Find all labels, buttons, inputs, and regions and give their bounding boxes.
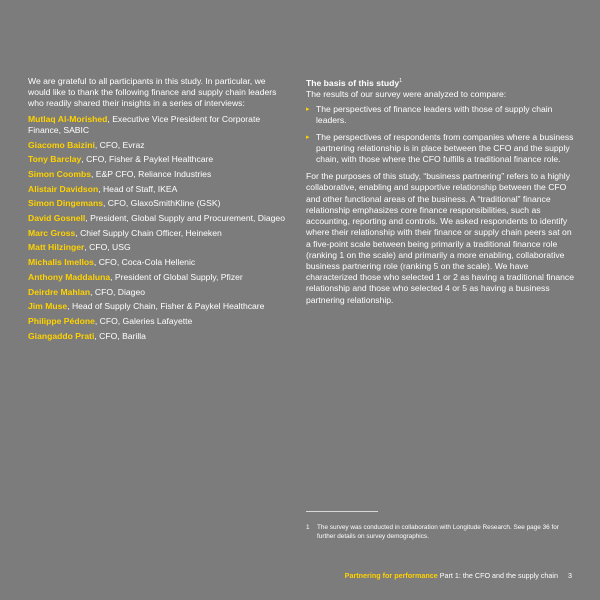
participant-name: Simon Coombs: [28, 168, 92, 179]
participant-role: , Executive Vice President for Corporate Finance, SABIC: [28, 113, 261, 135]
participant-item: [28, 140, 290, 151]
participant-name: Giangaddo Prati: [28, 330, 95, 341]
publication-title: Partnering for performance: [344, 571, 438, 580]
footnote-text: The survey was conducted in collaboration with Longitude Research. See page 36 for further details on survey demographics.: [317, 524, 559, 540]
participant-role: , E&P CFO, Reliance Industries: [91, 168, 212, 179]
footnote-number: 1: [306, 524, 310, 531]
participant-item: [28, 242, 290, 253]
participant-item: [28, 228, 290, 239]
participant-name: Michalis Imellos: [28, 257, 94, 268]
participant-item: [28, 331, 290, 342]
participant-role: , CFO, Barilla: [94, 330, 146, 341]
footnote-divider: [306, 511, 378, 512]
participant-role: , President of Global Supply, Pfizer: [110, 271, 243, 282]
participant-list: [28, 114, 290, 342]
participant-item: [28, 198, 290, 209]
comparison-item: [306, 132, 574, 166]
participant-name: Anthony Maddaluna: [28, 271, 111, 282]
participant-role: , Chief Supply Chain Officer, Heineken: [75, 227, 222, 238]
basis-subheading: The results of our survey were analyzed to compare:: [306, 89, 507, 100]
comparison-item-text: The perspectives of finance leaders with those of supply chain leaders.: [316, 104, 553, 126]
participant-role: , CFO, Galeries Lafayette: [94, 315, 193, 326]
participant-item: [28, 301, 290, 312]
participant-item: [28, 184, 290, 195]
participant-role: , CFO, GlaxoSmithKline (GSK): [102, 198, 221, 209]
participant-name: Mutlaq Al-Morished: [28, 113, 108, 124]
footnote-ref: 1: [399, 78, 403, 84]
basis-heading: [306, 76, 574, 89]
comparison-list: [306, 104, 574, 165]
comparison-item: [306, 104, 574, 126]
participant-name: Giacomo Baizini: [28, 139, 95, 150]
participant-role: , CFO, Evraz: [94, 139, 145, 150]
participant-item: [28, 257, 290, 268]
participant-role: , CFO, Fisher & Paykel Healthcare: [81, 154, 214, 165]
study-basis-column: [306, 76, 574, 306]
participant-role: , CFO, Diageo: [90, 286, 146, 297]
participant-name: Jim Muse: [28, 301, 68, 312]
acknowledgements-column: [28, 76, 290, 345]
participant-item: [28, 213, 290, 224]
arrow-bullet-icon: ▸: [306, 133, 310, 141]
participant-name: Simon Dingemans: [28, 198, 103, 209]
participant-role: , Head of Staff, IKEA: [98, 183, 178, 194]
arrow-bullet-icon: ▸: [306, 106, 310, 114]
participant-name: Alistair Davidson: [28, 183, 99, 194]
participant-role: , CFO, Coca-Cola Hellenic: [93, 257, 196, 268]
definition-paragraph: For the purposes of this study, “business partnering” refers to a highly collaborative, enabling and supportive relationship between the CFO and other functional areas of the business. A “traditional” finance relationship emphasizes core finance responsibilities, such as accounting, reporting and controls. We asked respondents to identify where their relationship with their finance or supply chain peers sat on a five-point scale between being primarily a traditional finance role (ranking 1 on the scale) and primarily a more enabling, collaborative business partnering role (ranking 5 on the scale). We have characterized those who selected 1 or 2 as having a traditional finance relationship and those who selected 4 or 5 as having a business partnering relationship.: [306, 171, 575, 305]
participant-name: Tony Barclay: [28, 154, 82, 165]
participant-item: [28, 114, 290, 136]
participant-name: Deirdre Mahlan: [28, 286, 91, 297]
participant-role: , Head of Supply Chain, Fisher & Paykel Healthcare: [67, 301, 265, 312]
comparison-item-text: The perspectives of respondents from companies where a business partnering relationship is in place between the CFO and the supply chain, with those where the CFO fulfills a traditional finance role.: [316, 131, 574, 165]
participant-name: David Gosnell: [28, 213, 86, 224]
footnote: [306, 523, 568, 541]
participant-name: Marc Gross: [28, 227, 76, 238]
intro-text: We are grateful to all participants in this study. In particular, we would like to thank the following finance and supply chain leaders who readily shared their insights in a series of interviews:: [28, 76, 277, 109]
section-title: Part 1: the CFO and the supply chain: [437, 571, 558, 580]
participant-name: Matt Hilzinger: [28, 242, 85, 253]
participant-role: , President, Global Supply and Procurement, Diageo: [85, 213, 285, 224]
participant-name: Philippe Pédone: [28, 315, 95, 326]
participant-item: [28, 169, 290, 180]
participant-item: [28, 272, 290, 283]
participant-item: [28, 154, 290, 165]
participant-item: [28, 316, 290, 327]
page-footer: [300, 571, 572, 580]
participant-role: , CFO, USG: [84, 242, 131, 253]
page-number: 3: [568, 571, 572, 580]
participant-item: [28, 287, 290, 298]
basis-heading-text: The basis of this study: [306, 77, 400, 88]
